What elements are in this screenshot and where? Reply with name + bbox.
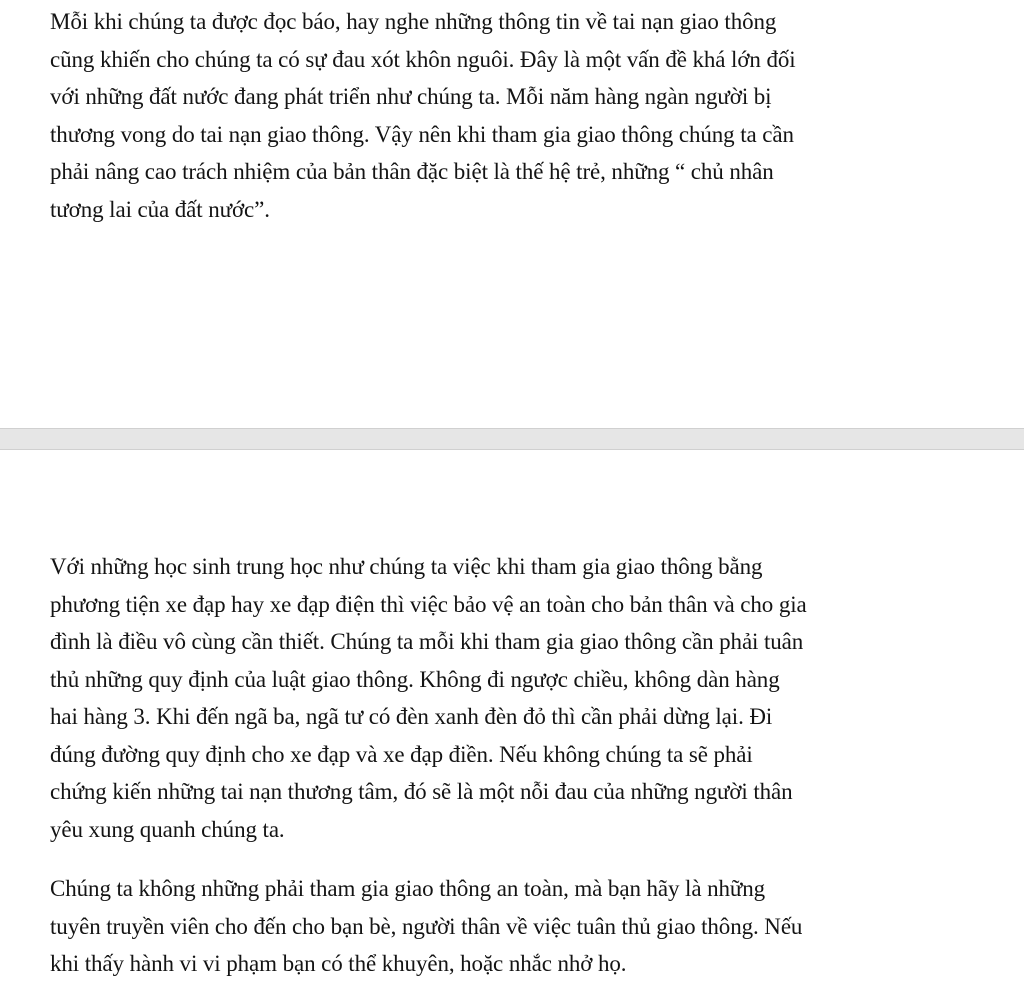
paragraph-2 [50, 548, 950, 848]
paragraph-line: đúng đường quy định cho xe đạp và xe đạp điền. Nếu không chúng ta sẽ phải [50, 741, 753, 767]
paragraph-line: chứng kiến những tai nạn thương tâm, đó sẽ là một nỗi đau của những người thân [50, 779, 793, 804]
paragraph-line: Mỗi khi chúng ta được đọc báo, hay nghe những thông tin về tai nạn giao thông [50, 9, 777, 34]
document-page-1 [0, 0, 1024, 428]
paragraph-line: khi thấy hành vi vi phạm bạn có thể khuyên, hoặc nhắc nhở họ. [50, 951, 627, 976]
paragraph-line: cũng khiến cho chúng ta có sự đau xót khôn nguôi. Đây là một vấn đề khá lớn đối [50, 46, 796, 72]
paragraph-line: Với những học sinh trung học như chúng ta việc khi tham gia giao thông bằng [50, 554, 763, 579]
page-separator [0, 428, 1024, 450]
paragraph-line: với những đất nước đang phát triển như chúng ta. Mỗi năm hàng ngàn người bị [50, 84, 772, 109]
paragraph-line: tương lai của đất nước”. [50, 196, 270, 222]
paragraph-line: tuyên truyền viên cho đến cho bạn bè, người thân về việc tuân thủ giao thông. Nếu [50, 913, 803, 939]
paragraph-line: đình là điều vô cùng cần thiết. Chúng ta mỗi khi tham gia giao thông cần phải tuân [50, 629, 804, 654]
paragraph-line: thương vong do tai nạn giao thông. Vậy nên khi tham gia giao thông chúng ta cần [50, 121, 794, 147]
paragraph-line: yêu xung quanh chúng ta. [50, 816, 285, 842]
paragraph-1 [50, 3, 950, 228]
paragraph-3 [50, 870, 950, 983]
paragraph-line: thủ những quy định của luật giao thông. Không đi ngược chiều, không dàn hàng [50, 666, 780, 692]
paragraph-line: phương tiện xe đạp hay xe đạp điện thì việc bảo vệ an toàn cho bản thân và cho gia [50, 591, 807, 617]
paragraph-line: Chúng ta không những phải tham gia giao thông an toàn, mà bạn hãy là những [50, 876, 766, 901]
paragraph-line: hai hàng 3. Khi đến ngã ba, ngã tư có đèn xanh đèn đỏ thì cần phải dừng lại. Đi [50, 704, 773, 729]
paragraph-line: phải nâng cao trách nhiệm của bản thân đặc biệt là thế hệ trẻ, những “ chủ nhân [50, 159, 774, 184]
